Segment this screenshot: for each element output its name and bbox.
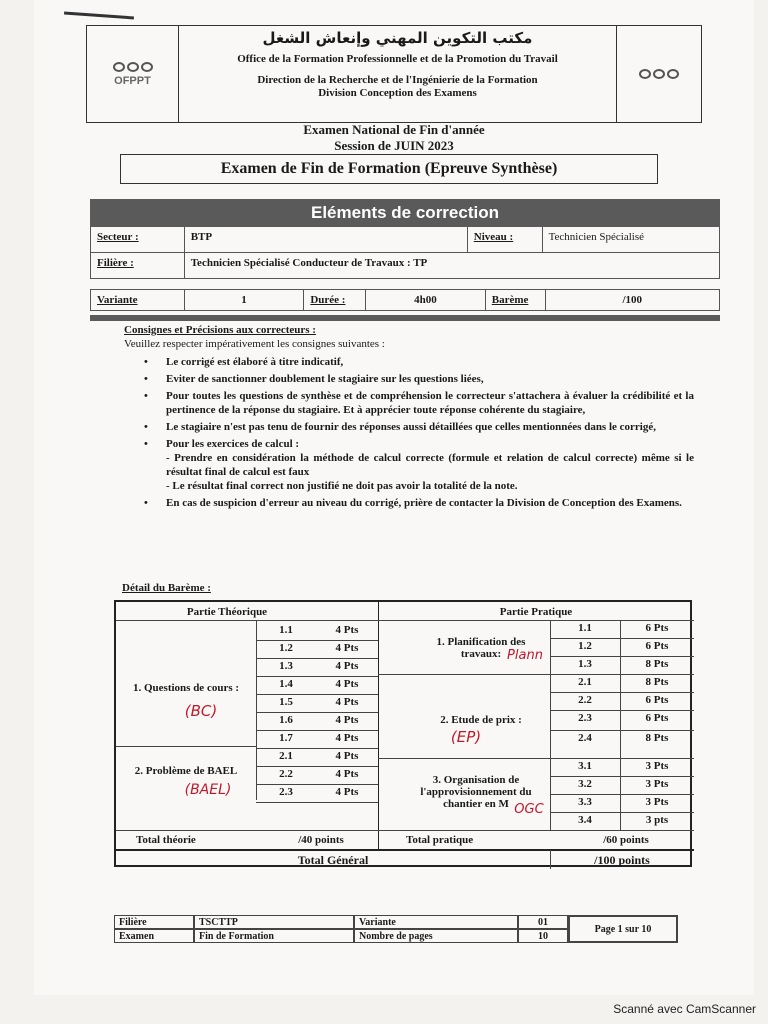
ofppt-logo-left: OFPPT: [87, 26, 179, 122]
prat-question-number: 1.1: [578, 622, 592, 634]
prat-question-points: 6 Pts: [645, 640, 669, 652]
theo-question-points: 4 Pts: [335, 768, 359, 780]
prat-question-points: 3 pts: [645, 814, 669, 826]
divider: [90, 315, 720, 321]
prat-question-points: 8 Pts: [645, 658, 669, 670]
prat-question-points: 3 Pts: [645, 796, 669, 808]
footer-table: Filière TSCTTP Variante 01 Page 1 sur 10 Examen Fin de Formation Nombre de pages 10: [114, 915, 692, 943]
prat-question-number: 3.2: [578, 778, 592, 790]
header-box: [86, 25, 702, 123]
theo-question-number: 2.1: [279, 750, 293, 762]
theo-question-number: 1.1: [279, 624, 293, 636]
correction-banner: Eléments de correction: [90, 199, 720, 227]
prat-question-number: 2.4: [578, 732, 592, 744]
theo-question-number: 1.7: [279, 732, 293, 744]
exam-titles: Examen National de Fin d'année Session de JUIN 2023: [303, 122, 485, 153]
theo-question-number: 1.4: [279, 678, 293, 690]
prat-question-points: 6 Pts: [645, 694, 669, 706]
theo-question-number: 2.2: [279, 768, 293, 780]
theo-question-number: 1.6: [279, 714, 293, 726]
theo-question-number: 1.3: [279, 660, 293, 672]
theo-question-number: 2.3: [279, 786, 293, 798]
prat-question-number: 1.3: [578, 658, 592, 670]
exam-type: Examen de Fin de Formation (Epreuve Synthèse): [120, 154, 658, 184]
theo-question-points: 4 Pts: [335, 696, 359, 708]
prat-question-points: 6 Pts: [645, 622, 669, 634]
consigne-item: • Pour toutes les questions de synthèse et de compréhension le correcteur s'attachera à évaluer la crédibilité et la pertinence de la réponse du stagiaire. Et à apprécier toute réponse cohérente du stagiaire,: [144, 389, 694, 417]
prat-question-number: 3.1: [578, 760, 592, 772]
theo-question-points: 4 Pts: [335, 678, 359, 690]
prat-question-points: 6 Pts: [645, 712, 669, 724]
theo-question-number: 1.2: [279, 642, 293, 654]
theo-question-points: 4 Pts: [335, 732, 359, 744]
theo-question-number: 1.5: [279, 696, 293, 708]
theo-question-points: 4 Pts: [335, 624, 359, 636]
theo-question-points: 4 Pts: [335, 660, 359, 672]
prat-question-points: 8 Pts: [645, 676, 669, 688]
consigne-item: • Pour les exercices de calcul : - Prendre en considération la méthode de calcul correcte (formule et relation de calcul correcte) même si le résultat final de calcul est faux - Le résultat final correct non justifié ne doit pas avoir la totalité de la note.: [144, 437, 694, 493]
prat-question-number: 2.1: [578, 676, 592, 688]
prat-question-number: 1.2: [578, 640, 592, 652]
header-title: مكتب التكوين المهني وإنعاش الشغل Office de la Formation Professionnelle et de la Promotion du Travail Direction de la Recherche et de l'Ingénierie de la Formation Division Conception des Examens: [179, 26, 616, 122]
consigne-item: • En cas de suspicion d'erreur au niveau du corrigé, prière de contacter la Division de Conception des Examens.: [144, 496, 694, 510]
prat-question-number: 2.3: [578, 712, 592, 724]
prat-question-number: 3.4: [578, 814, 592, 826]
document-page: [34, 0, 754, 995]
scanner-watermark: Scanné avec CamScanner: [613, 1002, 756, 1016]
bareme-title: Détail du Barème :: [122, 582, 211, 594]
prat-question-number: 2.2: [578, 694, 592, 706]
info-table: Secteur : BTP Niveau : Technicien Spécialisé Filière : Technicien Spécialisé Conducteur de Travaux : TP Variante 1 Durée : 4h00 Barème /100: [90, 227, 720, 311]
consignes-section: Consignes et Précisions aux correcteurs : Veuillez respecter impérativement les consignes suivantes : • Le corrigé est élaboré à titre indicatif, • Eviter de sanctionner doublement le stagiaire sur les questions liées, • Pour toutes les questions de synthèse et de compréhension le correcteur s'attachera à évaluer la crédibilité et la pertinence de la réponse du stagiaire. Et à apprécier toute réponse cohérente du stagiaire, • Le stagiaire n'est pas tenu de fournir des réponses aussi détaillées que celles mentionnées dans le corrigé, • Pour les exercices de calcul : - Prendre en considération la méthode de calcul correcte (formule et relation de calcul correcte) même si le résultat final de calcul est faux - Le résultat final correct non justifié ne doit pas avoir la totalité de la note. • En cas de suspicion d'erreur au niveau du corrigé, prière de contacter la Division de Conception des Examens.: [124, 323, 694, 513]
bareme-table: Partie Théorique Partie Pratique 1. Questions de cours : (BC) 2. Problème de BAEL (BAEL) 1.1 4 Pts 1.2 4 Pts 1.3 4 Pts 1.4 4 Pts 1.5 4 Pts 1.6 4 Pts 1.7 4 Pts 2.1 4 Pts 2.2 4 Pts 2.3 4 Pts 1. Planification des travaux: Plann 2. Etude de prix : (EP) 3. Organisation de l'approvisionnement du chantier en M OGC 1.1 6 Pts 1.2 6 Pts 1.3 8 Pts 2.1 8 Pts 2.2 6 Pts 2.3 6 Pts 2.4 8 Pts 3.1 3 Pts 3.2 3 Pts 3.3 3 Pts 3.4 3 pts Total théorie /40 points Total pratique /60 points Total Général /100 points: [114, 600, 692, 867]
ofppt-logo-right: [616, 26, 701, 122]
prat-question-number: 3.3: [578, 796, 592, 808]
consigne-item: • Le corrigé est élaboré à titre indicatif,: [144, 355, 694, 369]
pen-mark: [64, 12, 134, 20]
theo-question-points: 4 Pts: [335, 750, 359, 762]
prat-question-points: 8 Pts: [645, 732, 669, 744]
theo-question-points: 4 Pts: [335, 714, 359, 726]
prat-question-points: 3 Pts: [645, 778, 669, 790]
theo-question-points: 4 Pts: [335, 642, 359, 654]
consigne-item: • Le stagiaire n'est pas tenu de fournir des réponses aussi détaillées que celles mentionnées dans le corrigé,: [144, 420, 694, 434]
consigne-item: • Eviter de sanctionner doublement le stagiaire sur les questions liées,: [144, 372, 694, 386]
arabic-title: مكتب التكوين المهني وإنعاش الشغل: [262, 29, 533, 47]
theo-question-points: 4 Pts: [335, 786, 359, 798]
prat-question-points: 3 Pts: [645, 760, 669, 772]
